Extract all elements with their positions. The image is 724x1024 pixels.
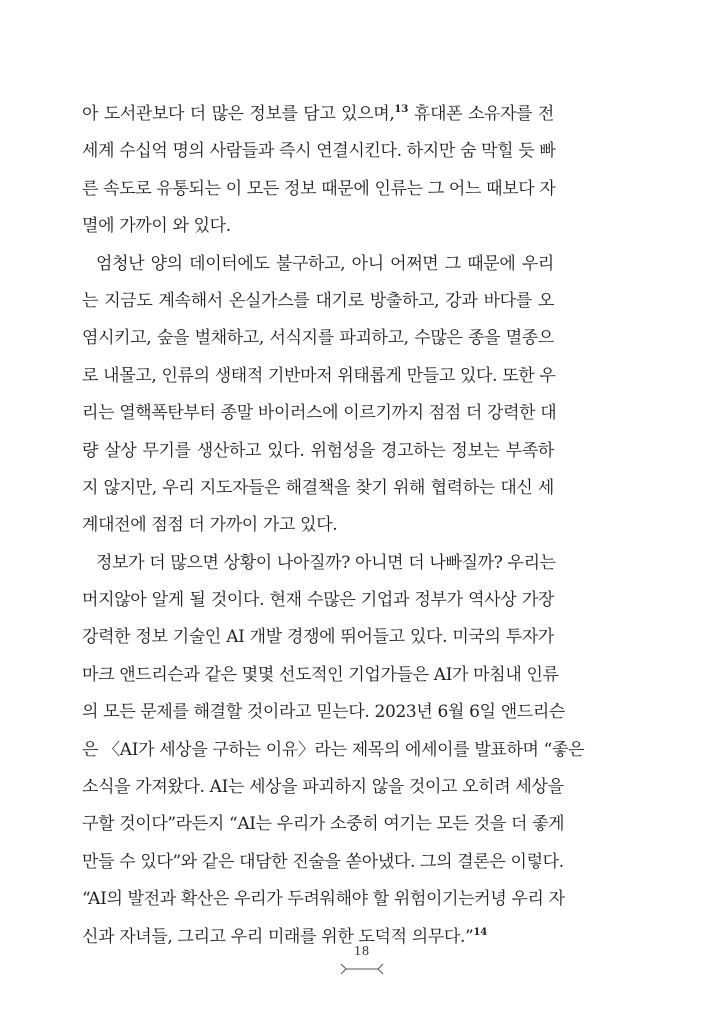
text-line: 의 모든 문제를 해결할 것이라고 믿는다. 2023년 6월 6일 앤드리슨 <box>82 702 565 723</box>
paragraph-2 <box>82 246 557 545</box>
text-line: 세계 수십억 명의 사람들과 즉시 연결시킨다. 하지만 숨 막힐 듯 빠 <box>82 141 556 162</box>
text-line: 아 도서관보다 더 많은 정보를 담고 있으며,$^{13}$ 휴대폰 소유자를 전 <box>82 104 554 124</box>
page-footer <box>0 944 724 976</box>
text-line: 리는 열핵폭탄부터 종말 바이러스에 이르기까지 점점 더 강력한 대 <box>82 403 557 424</box>
text-line: “AI의 발전과 확산은 우리가 두려워해야 할 위험이기는커녕 우리 자 <box>82 889 565 910</box>
text-line: 는 지금도 계속해서 온실가스를 대기로 방출하고, 강과 바다를 오 <box>82 290 554 311</box>
paragraph-1 <box>82 96 554 246</box>
footnote-marker-13[interactable]: 13 <box>394 104 409 115</box>
text-line: 염시키고, 숲을 벌채하고, 서식지를 파괴하고, 수많은 종을 멸종으 <box>82 328 554 349</box>
text-line: 량 살상 무기를 생산하고 있다. 위험성을 경고하는 정보는 부족하 <box>82 440 554 461</box>
text-line: 계대전에 점점 더 가까이 가고 있다. <box>82 515 338 536</box>
text-line: 신과 자녀들, 그리고 우리 미래를 위한 도덕적 의무다.”$^{14}$ <box>82 926 488 947</box>
text-line: 강력한 정보 기술인 AI 개발 경쟁에 뛰어들고 있다. 미국의 투자가 <box>82 627 554 648</box>
text-line: 엄청난 양의 데이터에도 불구하고, 아니 어쩌면 그 때문에 우리 <box>96 253 554 274</box>
text-line: 만들 수 있다”와 같은 대담한 진술을 쏟아냈다. 그의 결론은 이렇다. <box>82 851 564 872</box>
text-line: 멸에 가까이 와 있다. <box>82 216 231 237</box>
text-line: 은 〈AI가 세상을 구하는 이유〉라는 제목의 에세이를 발표하며 “좋은 <box>82 739 585 760</box>
footnote-marker-14[interactable]: 14 <box>473 926 488 938</box>
body-text <box>82 96 585 956</box>
text-line: 구할 것이다”라든지 “AI는 우리가 소중히 여기는 모든 것을 더 좋게 <box>82 814 565 835</box>
text-line: 마크 앤드리슨과 같은 몇몇 선도적인 기업가들은 AI가 마침내 인류 <box>82 664 559 685</box>
paragraph-3 <box>82 545 585 956</box>
text-line: 정보가 더 많으면 상황이 나아질까? 아니면 더 나빠질까? 우리는 <box>96 552 556 573</box>
text-line: 로 내몰고, 인류의 생태적 기반마저 위태롭게 만들고 있다. 또한 우 <box>82 365 556 386</box>
page-number: 18 <box>354 944 370 959</box>
text-line: 머지않아 알게 될 것이다. 현재 수많은 기업과 정부가 역사상 가장 <box>82 590 554 611</box>
page-number-ornament-icon <box>340 962 384 976</box>
text-line: 른 속도로 유통되는 이 모든 정보 때문에 인류는 그 어느 때보다 자 <box>82 178 556 199</box>
text-line: 지 않지만, 우리 지도자들은 해결책을 찾기 위해 협력하는 대신 세 <box>82 477 554 498</box>
text-line: 소식을 가져왔다. AI는 세상을 파괴하지 않을 것이고 오히려 세상을 <box>82 777 564 798</box>
